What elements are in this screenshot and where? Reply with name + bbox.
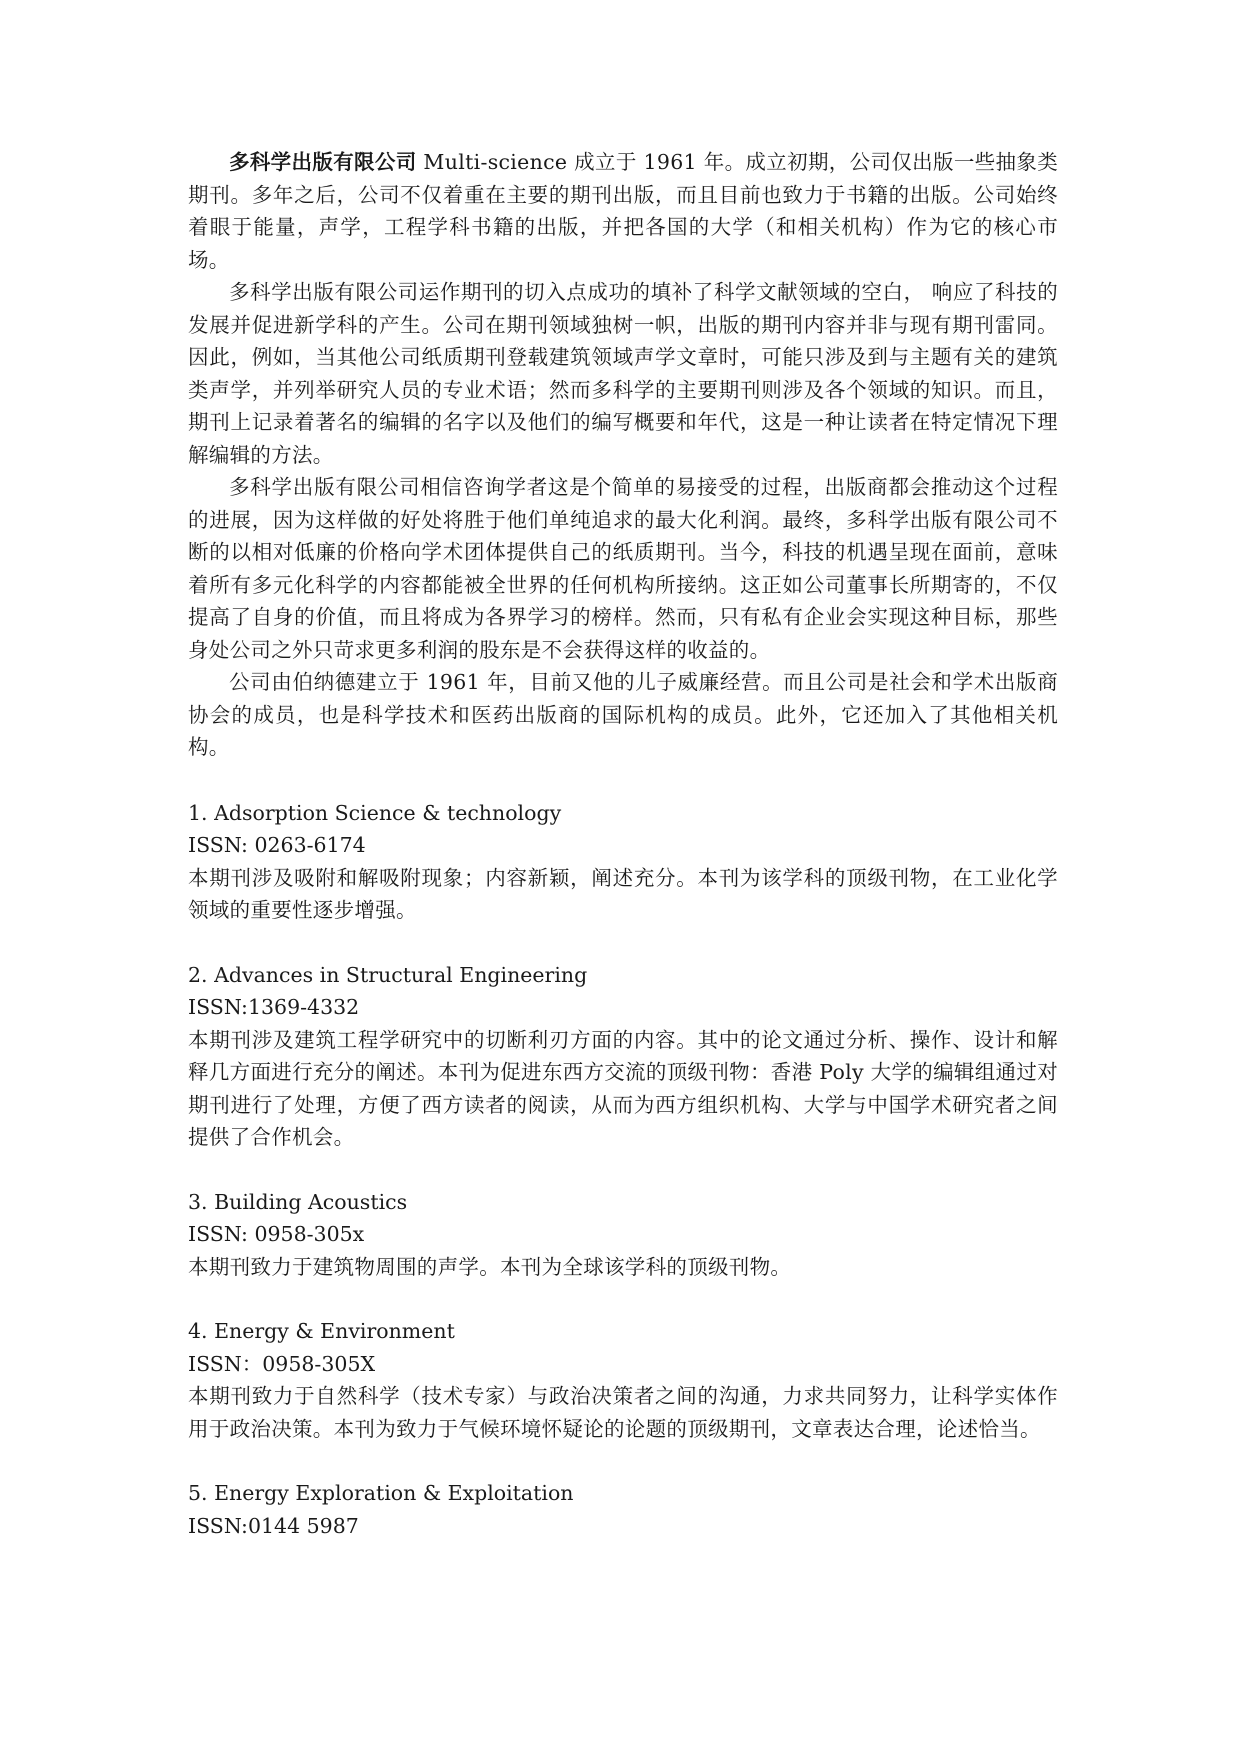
intro-paragraph-4: 公司由伯纳德建立于 1961 年，目前又他的儿子威廉经营。而且公司是社会和学术出版商协会的成员，也是科学技术和医药出版商的国际机构的成员。此外，它还加入了其他相关机构。 xyxy=(188,670,1058,759)
journal-title: 2. Advances in Structural Engineering xyxy=(188,962,588,987)
intro-paragraph-1-text: Multi-science 成立于 1961 年。成立初期，公司仅出版一些抽象类期刊。多年之后，公司不仅着重在主要的期刊出版，而且目前也致力于书籍的出版。公司始终着眼于能量，声学，工程学科书籍的出版，并把各国的大学（和相关机构）作为它的核心市场。 xyxy=(188,150,1058,272)
journal-entry xyxy=(188,1186,1058,1284)
journal-title: 3. Building Acoustics xyxy=(188,1189,408,1214)
intro-paragraph-1 xyxy=(188,146,1058,276)
journal-issn: ISSN: 0263-6174 xyxy=(188,833,366,857)
journal-issn: ISSN：0958-305X xyxy=(188,1351,376,1376)
journal-description: 本期刊涉及建筑工程学研究中的切断利刃方面的内容。其中的论文通过分析、操作、设计和解释几方面进行充分的阐述。本刊为促进东西方交流的顶级刊物：香港 Poly 大学的编辑组通过对期刊进行了处理，方便了西方读者的阅读，从而为西方组织机构、大学与中国学术研究者之间提供了合作机会。 xyxy=(188,1027,1058,1149)
journal-issn: ISSN: 0958-305x xyxy=(188,1222,365,1246)
journal-entry xyxy=(188,797,1058,927)
journal-title: 5. Energy Exploration & Exploitation xyxy=(188,1481,574,1505)
company-name: 多科学出版有限公司 xyxy=(229,150,417,174)
journal-title: 1. Adsorption Science & technology xyxy=(188,800,562,825)
intro-paragraph-3: 多科学出版有限公司相信咨询学者这是个简单的易接受的过程，出版商都会推动这个过程的进展，因为这样做的好处将胜于他们单纯追求的最大化利润。最终，多科学出版有限公司不断的以相对低廉的价格向学术团体提供自己的纸质期刊。当今，科技的机遇呈现在面前，意味着所有多元化科学的内容都能被全世界的任何机构所接纳。这正如公司董事长所期寄的，不仅提高了自身的价值，而且将成为各界学习的榜样。然而，只有私有企业会实现这种目标，那些身处公司之外只苛求更多利润的股东是不会获得这样的收益的。 xyxy=(188,475,1058,662)
journal-description: 本期刊致力于自然科学（技术专家）与政治决策者之间的沟通，力求共同努力，让科学实体作用于政治决策。本刊为致力于气候环境怀疑论的论题的顶级期刊，文章表达合理，论述恰当。 xyxy=(188,1384,1058,1441)
journal-description: 本期刊涉及吸附和解吸附现象；内容新颖，阐述充分。本刊为该学科的顶级刊物，在工业化学领域的重要性逐步增强。 xyxy=(188,865,1058,922)
journal-entry xyxy=(188,1315,1058,1445)
journal-description: 本期刊致力于建筑物周围的声学。本刊为全球该学科的顶级刊物。 xyxy=(188,1254,792,1279)
journal-title: 4. Energy & Environment xyxy=(188,1319,455,1343)
journal-entry xyxy=(188,1477,1058,1542)
journal-list xyxy=(188,797,1058,1543)
journal-issn: ISSN:1369-4332 xyxy=(188,995,360,1019)
journal-entry xyxy=(188,959,1058,1154)
journal-issn: ISSN:0144 5987 xyxy=(188,1513,359,1538)
document-page xyxy=(188,146,1058,1542)
intro-paragraph-2: 多科学出版有限公司运作期刊的切入点成功的填补了科学文献领域的空白， 响应了科技的发展并促进新学科的产生。公司在期刊领域独树一帜，出版的期刊内容并非与现有期刊雷同。因此，例如，当其他公司纸质期刊登载建筑领域声学文章时，可能只涉及到与主题有关的建筑类声学，并列举研究人员的专业术语；然而多科学的主要期刊则涉及各个领域的知识。而且，期刊上记录着著名的编辑的名字以及他们的编写概要和年代，这是一种让读者在特定情况下理解编辑的方法。 xyxy=(188,280,1058,467)
